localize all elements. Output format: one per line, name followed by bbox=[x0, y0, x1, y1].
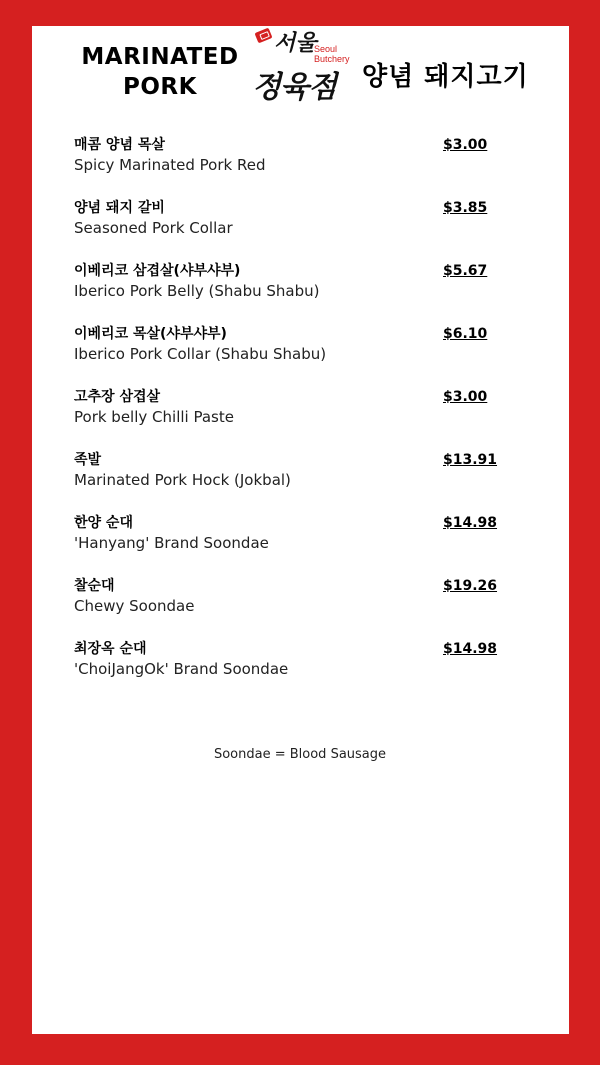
item-name-english: Pork belly Chilli Paste bbox=[74, 408, 234, 426]
list-item bbox=[74, 512, 514, 575]
list-item bbox=[74, 134, 514, 197]
list-item bbox=[74, 449, 514, 512]
item-name-korean: 양념 돼지 갈비 bbox=[74, 200, 165, 216]
logo-subtitle-line-2: Butchery bbox=[314, 54, 350, 64]
title-line-1: MARINATED bbox=[81, 44, 239, 70]
list-item bbox=[74, 323, 514, 386]
item-price: $19.26 bbox=[443, 578, 498, 594]
item-name-english: Chewy Soondae bbox=[74, 597, 195, 615]
item-name-english: Seasoned Pork Collar bbox=[74, 219, 233, 237]
logo-text-bottom: 정육점 bbox=[252, 70, 336, 105]
item-name-english: 'Hanyang' Brand Soondae bbox=[74, 534, 269, 552]
list-item bbox=[74, 260, 514, 323]
item-name-english: 'ChoiJangOk' Brand Soondae bbox=[74, 660, 289, 678]
logo-subtitle-line-1: Seoul bbox=[314, 44, 338, 54]
item-name-english: Marinated Pork Hock (Jokbal) bbox=[74, 471, 291, 489]
item-price: $3.00 bbox=[443, 137, 488, 153]
item-price: $5.67 bbox=[443, 263, 488, 279]
item-price: $3.00 bbox=[443, 389, 488, 405]
list-item bbox=[74, 197, 514, 260]
footnote: Soondae = Blood Sausage bbox=[213, 747, 387, 762]
title-line-2: PORK bbox=[123, 74, 197, 100]
menu-list bbox=[74, 134, 514, 701]
item-price: $14.98 bbox=[443, 515, 498, 531]
page-title-korean: 양념 돼지고기 bbox=[362, 62, 529, 92]
shopping-bag-icon bbox=[254, 28, 272, 44]
item-name-korean: 이베리코 목살(샤부샤부) bbox=[74, 326, 227, 342]
logo-text-top: 서울 bbox=[274, 30, 317, 56]
item-name-english: Spicy Marinated Pork Red bbox=[74, 156, 266, 174]
item-name-korean: 한양 순대 bbox=[74, 515, 133, 531]
item-name-korean: 고추장 삼겹살 bbox=[74, 389, 161, 405]
item-name-korean: 족발 bbox=[74, 452, 102, 468]
logo-subtitle bbox=[314, 44, 350, 64]
item-name-korean: 매콤 양념 목살 bbox=[74, 137, 165, 153]
list-item bbox=[74, 638, 514, 701]
item-name-english: Iberico Pork Collar (Shabu Shabu) bbox=[74, 345, 327, 363]
item-price: $14.98 bbox=[443, 641, 498, 657]
item-name-korean: 이베리코 삼겹살(샤부샤부) bbox=[74, 263, 241, 279]
list-item bbox=[74, 386, 514, 449]
seoul-butchery-logo bbox=[252, 26, 352, 104]
item-name-english: Iberico Pork Belly (Shabu Shabu) bbox=[74, 282, 320, 300]
item-price: $13.91 bbox=[443, 452, 498, 468]
page-title-english bbox=[80, 42, 240, 102]
list-item bbox=[74, 575, 514, 638]
item-name-korean: 최장옥 순대 bbox=[74, 641, 147, 657]
item-price: $3.85 bbox=[443, 200, 488, 216]
item-name-korean: 찰순대 bbox=[74, 578, 115, 594]
item-price: $6.10 bbox=[443, 326, 488, 342]
